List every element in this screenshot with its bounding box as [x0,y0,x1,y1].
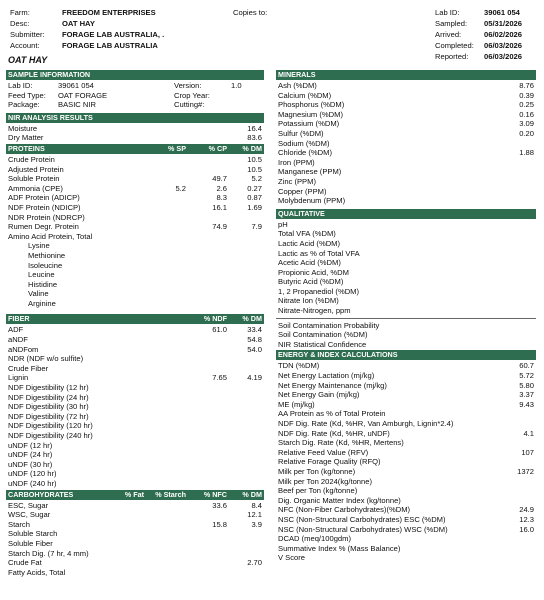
carbs-col-dm: % DM [242,489,262,499]
energy-section [276,350,536,562]
carbohydrate-row [6,510,264,520]
fiber-row [6,335,264,345]
energy-row [276,467,536,477]
mineral-row-value: 0.20 [519,128,534,138]
carbohydrate-label: ESC, Sugar [8,500,49,510]
amino-acid-row [6,251,264,261]
mineral-row-label: Iron (PPM) [278,157,315,167]
submitter-value: FORAGE LAB AUSTRALIA, . [62,30,165,39]
submitter-label: Submitter: [10,30,45,39]
energy-row [276,534,536,544]
protein-dm-value: 5.2 [251,174,262,184]
protein-label: Crude Protein [8,154,55,164]
qualitative-section [276,209,536,350]
protein-label: Adjusted Protein [8,164,64,174]
fiber-row [6,412,264,422]
mineral-row-label: Sodium (%DM) [278,138,330,148]
carbohydrates-section [6,490,264,578]
qualitative-row [276,296,536,306]
proteins-section [6,144,264,309]
labid-label: Lab ID: [435,8,460,17]
protein-row [6,193,264,203]
energy-row [276,486,536,496]
fiber-label: uNDF (24 hr) [8,450,53,460]
protein-label: Methionine [28,250,66,260]
qualitative-row [276,229,536,239]
fiber-row [6,354,264,364]
energy-row [276,438,536,448]
fiber-label: Lignin [8,373,29,383]
nir-value: 83.6 [247,133,262,143]
contamination-row-label: Soil Contamination (%DM) [278,330,368,340]
energy-row-value: 9.43 [519,399,534,409]
reported-value: 06/03/2026 [484,52,523,61]
energy-row-value: 5.72 [519,371,534,381]
protein-dm-value: 1.69 [247,202,262,212]
protein-row [6,203,264,213]
fiber-row [6,450,264,460]
fiber-section [6,314,264,488]
energy-row-value: 5.80 [519,380,534,390]
energy-row-label: Summative Index % (Mass Balance) [278,543,401,553]
qualitative-row [276,258,536,268]
energy-row [276,419,536,429]
energy-row-value: 60.7 [519,361,534,371]
energy-row [276,544,536,554]
feed-name: OAT HAY [8,55,48,65]
sampled-value: 05/31/2026 [484,19,523,28]
qualitative-row-label: Butyric Acid (%DM) [278,277,344,287]
mineral-row-label: Copper (PPM) [278,186,327,196]
energy-row-value: 16.0 [519,524,534,534]
mineral-row [276,100,536,110]
account-label: Account: [10,41,40,50]
mineral-row [276,119,536,129]
proteins-col-dm: % DM [242,143,262,153]
carbohydrate-nfc-value: 15.8 [212,519,227,529]
nir-analysis-title: NIR ANALYSIS RESULTS [6,113,264,123]
mineral-row-value: 0.25 [519,100,534,110]
fiber-label: NDF Digestibility (120 hr) [8,421,93,431]
fiber-label: NDF Digestibility (30 hr) [8,402,89,412]
fiber-dm-value: 33.4 [247,325,262,335]
fiber-label: ADF [8,325,24,335]
mineral-row [276,196,536,206]
fiber-col-ndf: % NDF [203,314,227,324]
amino-acid-row [6,261,264,271]
energy-row-label: NFC (Non-Fiber Carbohydrates)(%DM) [278,505,411,515]
energy-row-label: NSC (Non-Structural Carbohydrates) ESC (%DM) [278,514,446,524]
energy-row-label: TDN (%DM) [278,361,320,371]
account-value: FORAGE LAB AUSTRALIA [62,41,158,50]
energy-row [276,525,536,535]
protein-label: NDR Protein (NDRCP) [8,212,85,222]
sample-info-value: 39061 054 [58,81,94,90]
energy-row [276,361,536,371]
fiber-label: aNDF [8,335,28,345]
desc-value: OAT HAY [62,19,95,28]
protein-row [6,155,264,165]
protein-label: Isoleucine [28,260,63,270]
mineral-row-label: Phosphorus (%DM) [278,100,345,110]
protein-cp-value: 2.6 [216,183,227,193]
qualitative-row-label: pH [278,219,288,229]
fiber-label: uNDF (12 hr) [8,440,53,450]
qualitative-row-label: 1, 2 Propanediol (%DM) [278,286,360,296]
farm-label: Farm: [10,8,30,17]
sample-information-section [6,70,264,110]
protein-label: Arginine [28,298,56,308]
mineral-row [276,129,536,139]
proteins-col-sp: % SP [168,143,186,153]
sample-info-value: OAT FORAGE [58,90,108,100]
energy-row-value: 1372 [517,466,534,476]
carbohydrate-row [6,549,264,559]
fiber-row [6,373,264,383]
carbohydrates-title: CARBOHYDRATES % Fat % Starch % NFC % DM [8,489,262,499]
sample-info-label: Cutting#: [174,100,205,110]
qualitative-title: QUALITATIVE [276,209,536,219]
amino-acid-row [6,270,264,280]
sample-info-label: Version: [174,81,202,90]
energy-row-value: 3.37 [519,390,534,400]
carbohydrate-dm-value: 2.70 [247,558,262,568]
mineral-row-label: Calcium (%DM) [278,90,332,100]
energy-row-value: 12.3 [519,514,534,524]
sample-info-row [6,91,264,101]
energy-row-label: Beef per Ton (kg/tonne) [278,486,358,496]
protein-row [6,232,264,242]
protein-label: Soluble Protein [8,174,60,184]
carbohydrate-row [6,501,264,511]
qualitative-row [276,268,536,278]
energy-row [276,429,536,439]
contamination-row [276,340,536,350]
protein-cp-value: 74.9 [212,222,227,232]
sampled-label: Sampled: [435,19,468,28]
protein-label: Leucine [28,270,55,280]
mineral-row-label: Molybdenum (PPM) [278,196,346,206]
minerals-title: MINERALS [276,70,536,80]
fiber-label: uNDF (120 hr) [8,469,57,479]
qualitative-row-label: Lactic as % of Total VFA [278,248,360,258]
fiber-row [6,364,264,374]
fiber-row [6,421,264,431]
carbohydrate-dm-value: 12.1 [247,510,262,520]
qualitative-row-label: Acetic Acid (%DM) [278,258,341,268]
nir-analysis-section [6,113,264,143]
energy-row [276,381,536,391]
farm-value: FREEDOM ENTERPRISES [62,8,156,17]
fiber-label: NDF Digestibility (240 hr) [8,431,93,440]
mineral-row [276,148,536,158]
sample-information-title: SAMPLE INFORMATION [6,70,264,80]
qualitative-row [276,277,536,287]
fiber-ndf-value: 61.0 [212,325,227,335]
fiber-row [6,431,264,441]
fiber-dm-value: 54.8 [247,335,262,345]
arrived-value: 06/02/2026 [484,30,523,39]
carbohydrate-label: WSC, Sugar [8,510,51,520]
qualitative-row-label: Lactic Acid (%DM) [278,238,341,248]
carbohydrate-label: Soluble Fiber [8,538,53,548]
mineral-row-value: 3.09 [519,119,534,129]
fiber-col-dm: % DM [242,314,262,324]
proteins-col-cp: % CP [208,143,227,153]
carbohydrate-nfc-value: 33.6 [212,500,227,510]
left-column [6,69,264,577]
carbs-col-starch: % Starch [155,489,186,499]
amino-acid-row [6,280,264,290]
amino-acid-row [6,289,264,299]
qualitative-row [276,306,536,316]
energy-row-label: AA Protein as % of Total Protein [278,409,386,419]
protein-dm-value: 0.87 [247,193,262,203]
fiber-row [6,383,264,393]
sample-info-label: Package: [8,100,40,110]
contamination-row-label: NIR Statistical Confidence [278,339,367,349]
carbohydrate-dm-value: 8.4 [251,500,262,510]
energy-row [276,409,536,419]
qualitative-row [276,287,536,297]
sample-info-value: BASIC NIR [58,100,96,110]
energy-row-label: NDF Dig. Rate (Kd, %HR, Van Amburgh, Lignin*2.4) [278,419,454,428]
fiber-row [6,460,264,470]
qualitative-row [276,220,536,230]
energy-row-label: V Score [278,553,306,563]
fiber-row [6,345,264,355]
contamination-row [276,330,536,340]
fiber-row [6,479,264,489]
energy-row-value: 4.1 [523,428,534,438]
energy-row-label: Milk per Ton (kg/tonne) [278,466,356,476]
carbohydrate-label: Fatty Acids, Total [8,567,66,577]
minerals-section [276,70,536,206]
energy-row-label: Dig. Organic Matter Index (kg/tonne) [278,495,401,505]
protein-row [6,165,264,175]
energy-row-value: 24.9 [519,505,534,515]
fiber-label: NDF Digestibility (24 hr) [8,392,89,402]
carbohydrate-row [6,539,264,549]
mineral-row-label: Potassium (%DM) [278,119,340,129]
desc-label: Desc: [10,19,30,28]
mineral-row-value: 0.16 [519,109,534,119]
energy-row [276,371,536,381]
nir-row [6,133,264,143]
fiber-label: uNDF (240 hr) [8,478,57,488]
protein-label: Rumen Degr. Protein [8,222,79,232]
protein-sp-value: 5.2 [175,183,186,193]
mineral-row-label: Sulfur (%DM) [278,128,324,138]
sample-info-row [6,100,264,110]
fiber-label: uNDF (30 hr) [8,459,53,469]
mineral-row [276,110,536,120]
protein-row [6,213,264,223]
fiber-row [6,402,264,412]
right-column [276,69,536,563]
amino-acid-row [6,299,264,309]
fiber-label: NDR (NDF w/o sulfite) [8,354,84,364]
protein-dm-value: 10.5 [247,164,262,174]
energy-row-label: NDF Dig. Rate (Kd, %HR, uNDF) [278,428,390,438]
protein-label: Lysine [28,241,50,251]
mineral-row [276,167,536,177]
energy-row [276,515,536,525]
mineral-row-value: 1.88 [519,148,534,158]
protein-row [6,222,264,232]
nir-row [6,124,264,134]
mineral-row-value: 0.39 [519,90,534,100]
mineral-row [276,187,536,197]
energy-row-label: Net Energy Maintenance (mj/kg) [278,380,387,390]
protein-label: ADF Protein (ADICP) [8,193,80,203]
copies-to-label: Copies to: [233,8,268,17]
fiber-row [6,325,264,335]
energy-row [276,457,536,467]
energy-row-label: Relative Forage Quality (RFQ) [278,457,381,467]
qualitative-row-label: Propionic Acid, %DM [278,267,349,277]
qualitative-row [276,239,536,249]
carbohydrate-row [6,558,264,568]
contamination-row [276,321,536,331]
nir-label: Moisture [8,123,38,133]
mineral-row-label: Ash (%DM) [278,81,317,90]
carbs-col-fat: % Fat [124,489,144,499]
fiber-row [6,469,264,479]
carbohydrate-row [6,529,264,539]
completed-value: 06/03/2026 [484,41,523,50]
carbohydrate-row [6,568,264,578]
qualitative-row-label: Nitrate Ion (%DM) [278,296,339,306]
energy-title: ENERGY & INDEX CALCULATIONS [276,350,536,360]
energy-row [276,400,536,410]
protein-label: Valine [28,289,49,299]
fiber-row [6,441,264,451]
protein-label: Histidine [28,279,58,289]
energy-row-label: Net Energy Lactation (mj/kg) [278,371,375,381]
protein-dm-value: 10.5 [247,154,262,164]
sample-info-row [6,81,264,91]
mineral-row-value: 8.76 [519,81,534,90]
protein-dm-value: 7.9 [251,222,262,232]
carbohydrate-label: Soluble Starch [8,529,58,539]
fiber-label: Crude Fiber [8,363,49,373]
energy-row-label: Milk per Ton 2024(kg/tonne) [278,476,372,486]
sample-info-label: Lab ID: [8,81,33,90]
fiber-label: NDF Digestibility (12 hr) [8,383,89,393]
mineral-row-label: Zinc (PPM) [278,176,316,186]
carbohydrate-label: Starch Dig. (7 hr, 4 mm) [8,548,89,558]
nir-value: 16.4 [247,123,262,133]
mineral-row [276,158,536,168]
energy-row-label: ME (mj/kg) [278,399,315,409]
proteins-title: PROTEINS % SP % CP % DM [8,143,262,153]
carbohydrate-dm-value: 3.9 [251,519,262,529]
mineral-row-label: Manganese (PPM) [278,167,342,177]
protein-label: Ammonia (CPE) [8,183,63,193]
energy-row [276,448,536,458]
mineral-row-label: Magnesium (%DM) [278,109,343,119]
amino-acid-row [6,241,264,251]
sample-info-label: Feed Type: [8,90,46,100]
qualitative-row-label: Total VFA (%DM) [278,229,336,239]
fiber-label: NDF Digestibility (72 hr) [8,411,89,421]
protein-cp-value: 8.3 [216,193,227,203]
contamination-row-label: Soil Contamination Probability [278,320,380,330]
mineral-row [276,177,536,187]
fiber-dm-value: 4.19 [247,373,262,383]
labid-value: 39061 054 [484,8,520,17]
carbohydrate-row [6,520,264,530]
energy-row-value: 107 [521,447,534,457]
nir-label: Dry Matter [8,133,44,143]
completed-label: Completed: [435,41,474,50]
energy-row-label: Net Energy Gain (mj/kg) [278,390,360,400]
fiber-row [6,393,264,403]
protein-row [6,184,264,194]
carbohydrate-label: Crude Fat [8,558,42,568]
fiber-label: aNDFom [8,344,39,354]
energy-row [276,496,536,506]
fiber-ndf-value: 7.65 [212,373,227,383]
mineral-row [276,91,536,101]
protein-label: NDF Protein (NDICP) [8,202,81,212]
energy-row [276,505,536,515]
protein-cp-value: 49.7 [212,174,227,184]
carbohydrate-label: Starch [8,519,30,529]
energy-row-label: DCAD (meq/100gdm) [278,534,352,544]
arrived-label: Arrived: [435,30,462,39]
protein-row [6,174,264,184]
energy-row-label: Relative Feed Value (RFV) [278,447,369,457]
protein-dm-value: 0.27 [247,183,262,193]
energy-row [276,553,536,563]
qualitative-row [276,249,536,259]
protein-cp-value: 16.1 [212,202,227,212]
carbs-col-nfc: % NFC [203,489,227,499]
energy-row-label: NSC (Non-Structural Carbohydrates) WSC (%DM) [278,524,448,534]
sample-info-label: Crop Year: [174,90,210,100]
energy-row [276,390,536,400]
energy-row-label: Starch Dig. Rate (Kd, %HR, Mertens) [278,438,404,448]
reported-label: Reported: [435,52,469,61]
energy-row [276,477,536,487]
sample-info-value: 1.0 [231,81,242,90]
mineral-row-label: Chloride (%DM) [278,148,333,158]
fiber-title: FIBER % NDF % DM [8,314,262,324]
qualitative-row-label: Nitrate-Nitrogen, ppm [278,306,351,316]
fiber-dm-value: 54.0 [247,344,262,354]
mineral-row [276,139,536,149]
protein-label: Amino Acid Protein, Total [8,231,93,241]
mineral-row [276,81,536,91]
